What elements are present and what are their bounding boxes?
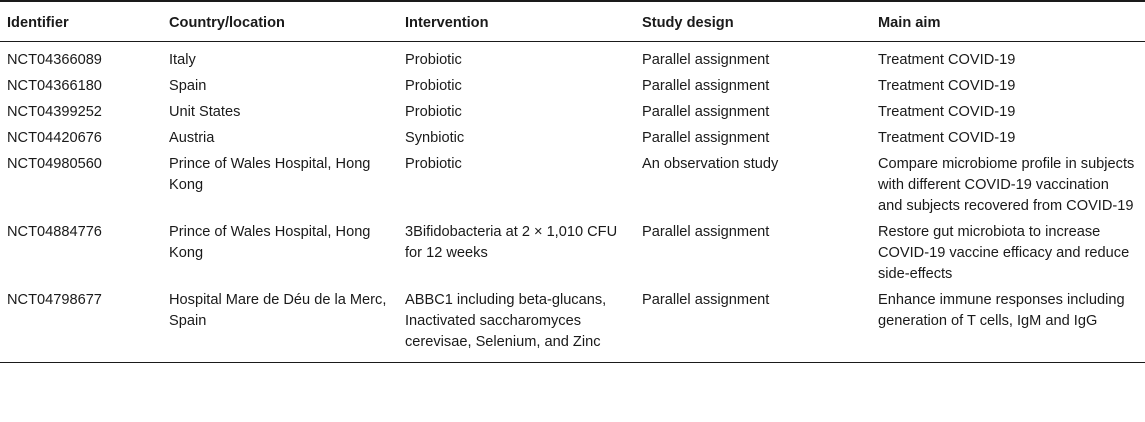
cell-main-aim: Treatment COVID-19: [878, 104, 1016, 120]
table-row: [0, 126, 1145, 152]
cell-study-design: Parallel assignment: [642, 130, 770, 146]
table-row: [0, 220, 1145, 288]
cell-study-design: Parallel assignment: [642, 52, 770, 68]
cell-identifier: NCT04420676: [7, 130, 102, 146]
column-header-main-aim: Main aim: [878, 1, 1145, 42]
cell-intervention: Probiotic: [405, 78, 462, 94]
cell-country-location: Unit States: [169, 104, 241, 120]
table-header: [0, 1, 1145, 42]
cell-intervention: ABBC1 including beta-glucans, Inactivated saccharomyces cerevisae, Selenium, and Zinc: [405, 288, 642, 363]
cell-intervention: Probiotic: [405, 104, 462, 120]
column-header-intervention: Intervention: [405, 1, 642, 42]
cell-study-design: Parallel assignment: [642, 78, 770, 94]
cell-identifier: NCT04980560: [7, 156, 102, 172]
table-row: [0, 288, 1145, 363]
cell-main-aim: Restore gut microbiota to increase COVID-19 vaccine efficacy and reduce side-effects: [878, 224, 1130, 282]
table-row: [0, 42, 1145, 75]
column-header-identifier: Identifier: [0, 1, 169, 42]
cell-country-location: Prince of Wales Hospital, Hong Kong: [169, 224, 371, 261]
cell-country-location: Prince of Wales Hospital, Hong Kong: [169, 156, 371, 193]
table-row: [0, 100, 1145, 126]
table-row: [0, 74, 1145, 100]
cell-intervention: Probiotic: [405, 52, 462, 68]
cell-identifier: NCT04366089: [7, 52, 102, 68]
cell-study-design: An observation study: [642, 156, 779, 172]
cell-country-location: Austria: [169, 130, 215, 146]
cell-identifier: NCT04798677: [0, 288, 169, 363]
table-body: [0, 42, 1145, 363]
cell-main-aim: Treatment COVID-19: [878, 78, 1016, 94]
cell-identifier: NCT04399252: [7, 104, 102, 120]
cell-main-aim: Treatment COVID-19: [878, 130, 1016, 146]
cell-country-location: Italy: [169, 52, 196, 68]
cell-country-location: Spain: [169, 78, 207, 94]
cell-study-design: Parallel assignment: [642, 288, 878, 363]
column-header-country-location: Country/location: [169, 1, 405, 42]
cell-intervention: Probiotic: [405, 156, 462, 172]
header-row: [0, 1, 1145, 42]
cell-main-aim: Treatment COVID-19: [878, 52, 1016, 68]
table-row: [0, 152, 1145, 220]
cell-country-location: Hospital Mare de Déu de la Merc, Spain: [169, 288, 405, 363]
cell-intervention: 3Bifidobacteria at 2 × 1,010 CFU for 12 weeks: [405, 224, 618, 261]
cell-identifier: NCT04366180: [7, 78, 102, 94]
cell-main-aim: Enhance immune responses including generation of T cells, IgM and IgG: [878, 288, 1145, 363]
cell-identifier: NCT04884776: [7, 224, 102, 240]
column-header-study-design: Study design: [642, 1, 878, 42]
cell-intervention: Synbiotic: [405, 130, 465, 146]
cell-study-design: Parallel assignment: [642, 224, 770, 240]
cell-main-aim: Compare microbiome profile in subjects with different COVID-19 vaccination and subjects recovered from COVID-19: [878, 156, 1135, 214]
cell-study-design: Parallel assignment: [642, 104, 770, 120]
